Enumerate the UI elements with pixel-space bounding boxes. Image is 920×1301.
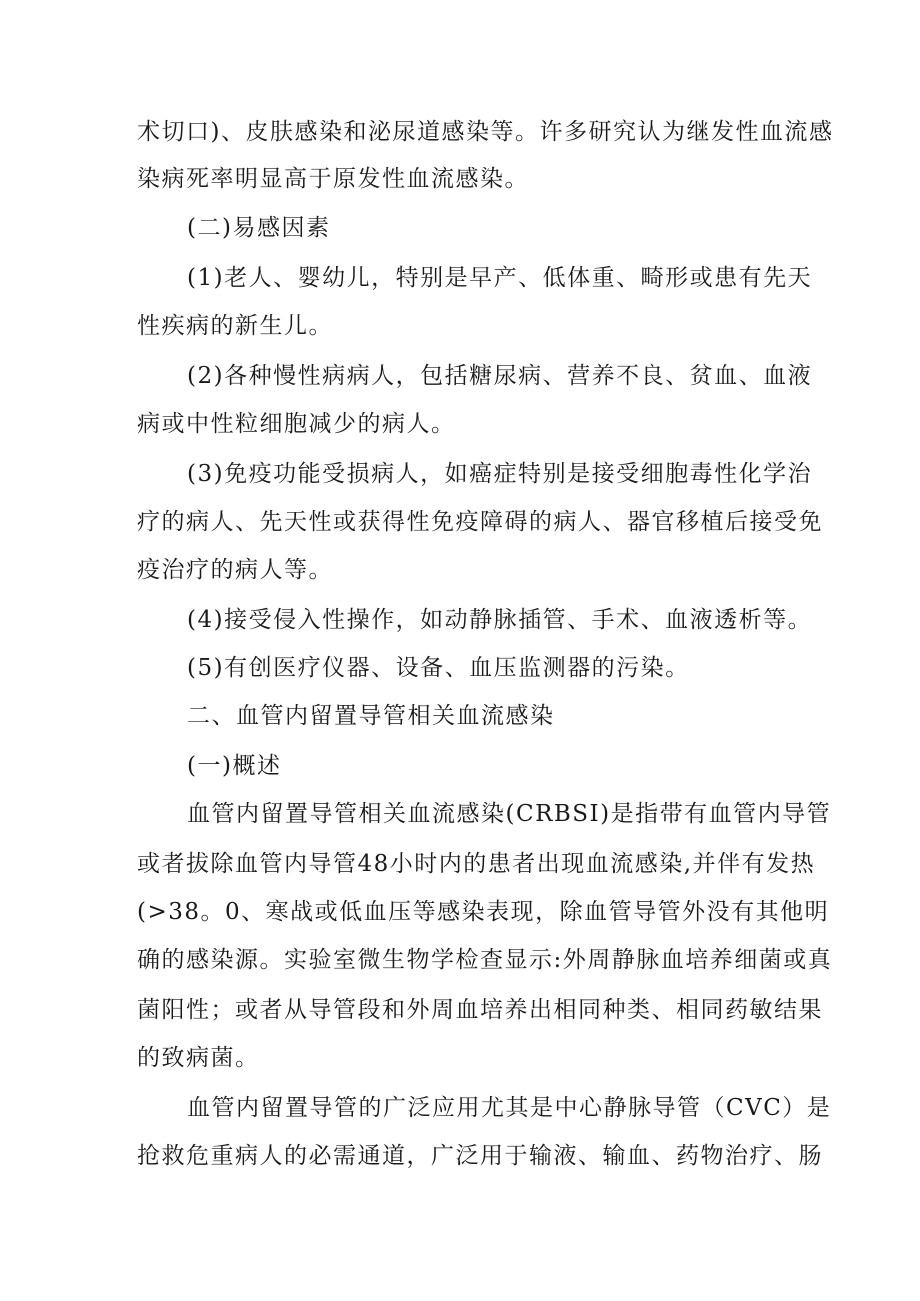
text-line-19: 菌阳性；或者从导管段和外周血培养出相同种类、相同药敏结果 <box>137 997 823 1023</box>
text-line-22: 抢救危重病人的必需通道，广泛用于输液、输血、药物治疗、肠 <box>137 1143 823 1169</box>
section-heading-susceptibility: (二)易感因素 <box>187 215 331 241</box>
subsection-heading-overview: (一)概述 <box>187 753 282 779</box>
text-line-8: (3)免疫功能受损病人，如癌症特别是接受细胞毒性化学治 <box>187 461 813 487</box>
text-line-11: (4)接受侵入性操作，如动静脉插管、手术、血液透析等。 <box>187 607 813 633</box>
text-line-20: 的致病菌。 <box>137 1045 260 1071</box>
text-line-21: 血管内留置导管的广泛应用尤其是中心静脉导管（CVC）是 <box>187 1095 832 1121</box>
text-line-18: 确的感染源。实验室微生物学检查显示:外周静脉血培养细菌或真 <box>137 947 833 973</box>
text-line-9: 疗的病人、先天性或获得性免疫障碍的病人、器官移植后接受免 <box>137 509 823 535</box>
text-line-17: (>38。0、寒战或低血压等感染表现，除血管导管外没有其他明 <box>137 899 830 925</box>
text-line-16: 或者拔除血管内导管48小时内的患者出现血流感染,并伴有发热 <box>137 851 816 877</box>
text-line-2: 染病死率明显高于原发性血流感染。 <box>137 166 529 192</box>
text-line-10: 疫治疗的病人等。 <box>137 557 333 583</box>
text-line-7: 病或中性粒细胞减少的病人。 <box>137 411 456 437</box>
text-line-12: (5)有创医疗仪器、设备、血压监测器的污染。 <box>187 655 690 681</box>
section-heading-catheter: 二、血管内留置导管相关血流感染 <box>187 703 555 729</box>
text-line-5: 性疾病的新生儿。 <box>137 313 333 339</box>
text-line-1: 术切口)、皮肤感染和泌尿道感染等。许多研究认为继发性血流感 <box>137 119 834 145</box>
text-line-4: (1)老人、婴幼儿，特别是早产、低体重、畸形或患有先天 <box>187 265 813 291</box>
text-line-6: (2)各种慢性病病人，包括糖尿病、营养不良、贫血、血液 <box>187 363 813 389</box>
text-line-15: 血管内留置导管相关血流感染(CRBSI)是指带有血管内导管 <box>187 801 832 827</box>
